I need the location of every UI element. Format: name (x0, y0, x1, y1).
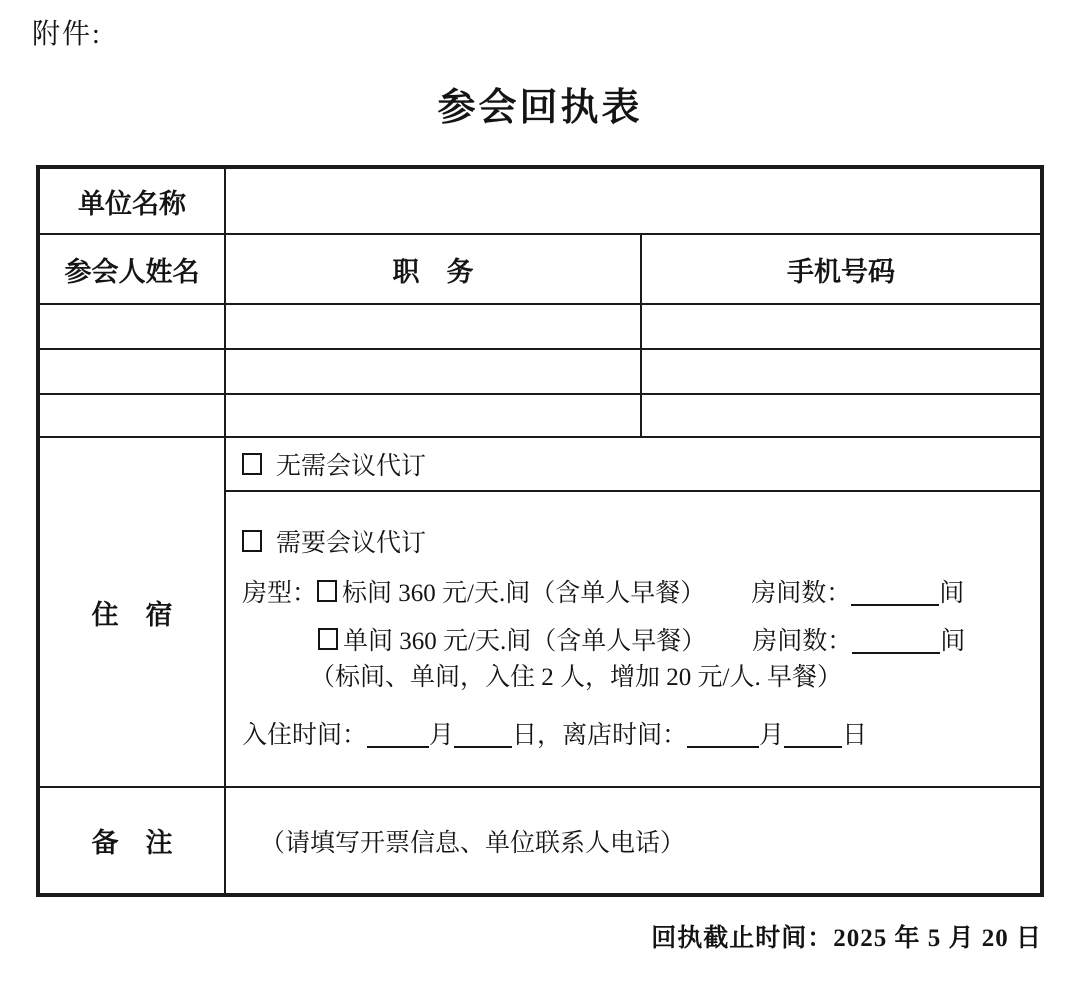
room-unit-suffix: 间 (939, 580, 965, 607)
phone-cell[interactable] (640, 305, 1040, 348)
reply-form-table (36, 165, 1044, 897)
table-row-headers (40, 233, 1040, 303)
day-suffix: 日 (842, 722, 868, 749)
phone-cell[interactable] (640, 395, 1040, 436)
stay-dates-row (242, 718, 1040, 748)
checkout-label: 离店时间： (562, 722, 688, 749)
standard-room-checkbox[interactable] (317, 580, 337, 602)
table-row-empty-2 (40, 348, 1040, 393)
remarks-content[interactable]: （请填写开票信息、单位联系人电话） (224, 788, 1040, 893)
need-booking-row (242, 526, 1040, 556)
position-cell[interactable] (224, 305, 640, 348)
extra-note-text: （标间、单间，入住 2 人，增加 20 元/人. 早餐） (310, 664, 842, 691)
participant-name-header: 参会人姓名 (64, 256, 200, 287)
room-unit-suffix: 间 (940, 628, 966, 655)
unit-name-label: 单位名称 (78, 188, 186, 219)
month-suffix: 月 (759, 722, 785, 749)
table-row-unit-name (40, 169, 1040, 233)
participant-name-cell[interactable] (40, 305, 224, 348)
need-booking-label: 需要会议代订 (276, 530, 427, 557)
checkout-day-blank[interactable] (784, 722, 842, 748)
room-count-label: 房间数： (751, 580, 852, 607)
single-room-label: 单间 360 元/天.间（含单人早餐） (343, 628, 707, 655)
single-room-checkbox[interactable] (318, 628, 338, 650)
position-cell[interactable] (224, 350, 640, 393)
accommodation-label: 住 宿 (91, 599, 173, 630)
remarks-label: 备 注 (91, 828, 173, 858)
accommodation-content (224, 438, 1040, 786)
day-suffix: 日 (512, 722, 538, 749)
no-booking-row (226, 438, 1040, 492)
table-row-accommodation (40, 436, 1040, 786)
unit-name-input-cell[interactable] (224, 169, 1040, 233)
standard-room-label: 标间 360 元/天.间（含单人早餐） (342, 580, 706, 607)
single-room-row (318, 624, 1040, 654)
page-title: 参会回执表 (437, 87, 643, 129)
position-header: 职 务 (224, 235, 640, 303)
checkin-month-blank[interactable] (367, 722, 429, 748)
participant-name-cell[interactable] (40, 395, 224, 436)
table-row-remarks (40, 786, 1040, 893)
month-suffix: 月 (429, 722, 455, 749)
phone-cell[interactable] (640, 350, 1040, 393)
table-row-empty-3 (40, 393, 1040, 436)
reply-deadline: 回执截止时间：2025 年 5 月 20 日 (651, 925, 1042, 952)
phone-header: 手机号码 (640, 235, 1040, 303)
checkin-label: 入住时间： (242, 722, 368, 749)
standard-room-count-blank[interactable] (851, 580, 939, 606)
single-room-count-blank[interactable] (852, 628, 940, 654)
attachment-label: 附件: (32, 19, 102, 50)
separator: ， (537, 722, 563, 749)
room-type-label: 房型： (242, 580, 318, 607)
extra-note-row (310, 660, 1040, 690)
standard-room-row (242, 576, 1040, 606)
checkout-month-blank[interactable] (687, 722, 759, 748)
booking-detail-area (226, 492, 1040, 786)
table-row-empty-1 (40, 303, 1040, 348)
no-booking-label: 无需会议代订 (276, 453, 427, 480)
participant-name-cell[interactable] (40, 350, 224, 393)
need-booking-checkbox[interactable] (242, 530, 262, 552)
no-booking-checkbox[interactable] (242, 453, 262, 475)
checkin-day-blank[interactable] (454, 722, 512, 748)
position-cell[interactable] (224, 395, 640, 436)
room-count-label: 房间数： (752, 628, 853, 655)
